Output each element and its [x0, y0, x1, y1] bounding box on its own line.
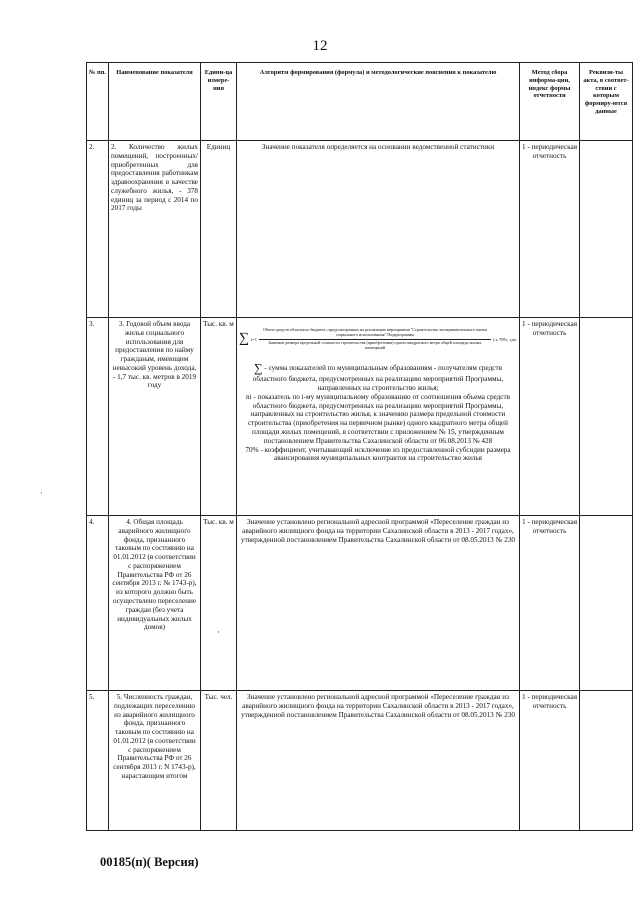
formula-explanation — [239, 361, 517, 463]
indicator-method: 1 - периодическая отчетность — [520, 141, 580, 318]
explanation-coefficient: 70% - коэффициент, учитывающий исключение из предоставленной субсидии размера авансирования муниципальных контрактов на строительство жилья — [245, 445, 511, 463]
header-name: Наименование показателя — [109, 63, 201, 141]
header-num: № пп. — [87, 63, 109, 141]
formula-sigma: ∑ — [239, 331, 249, 347]
table-row — [87, 318, 633, 516]
table-row — [87, 691, 633, 831]
explanation-ni: ni - показатель по i-му муниципальному образованию от соотношения объема средств областного бюджета, предусмотренных на реализацию мероприятий Программы, направленных на строительство жилья, к значению размера предельной стоимости строительства (приобретения на первичном рынке) одного квадратного метра общей площади жилых помещений, в соответствии с приложением № 15, утвержденным постановлением Правительства Сахалинской области от 06.08.2013 № 428 — [245, 392, 511, 445]
indicator-algorithm — [237, 318, 520, 516]
explanation-sum: - сумма показателей по муниципальным образованиям - получателям средств областного бюджета, предусмотренных на реализацию мероприятий Программы, направленных на строительство жилья; — [252, 363, 504, 393]
header-algorithm: Алгоритм формирования (формула) и методологические пояснения к показателю — [237, 63, 520, 141]
table-header-row — [87, 63, 633, 141]
header-method: Метод сбора информа-ции, индекс формы отчетности — [520, 63, 580, 141]
indicator-name: 3. Годовой объем ввода жилья социального использования для предоставления по найму гражданам, имеющим невысокий уровень дохода, - 1,7 тыс. кв. метров в 2019 году — [109, 318, 201, 516]
document-footer: 00185(п)( Версия) — [100, 855, 199, 869]
indicator-method: 1 - периодическая отчетность — [520, 318, 580, 516]
formula-numerator: Объем средств областного бюджета, предусмотренных на реализацию мероприятия "Строительство экспериментального жилья социального использования" Подпрограммы — [259, 328, 491, 340]
row-number: 4. — [87, 516, 109, 691]
indicator-algorithm: Значение показателя определяется на основании ведомственной статистики — [237, 141, 520, 318]
row-number: 2. — [87, 141, 109, 318]
indicator-name: 5. Численность граждан, подлежащих переселению из аварийного жилищного фонда, признанного таковым по состоянию на 01.01.2012 (в соответствии с распоряжением Правительства РФ от 26 сентября 2013 г. N 1743-р), нарастающим итогом — [109, 691, 201, 831]
stray-mark: · — [40, 488, 43, 498]
formula-subscript: i=1 — [250, 336, 258, 342]
stray-mark: · — [217, 626, 220, 637]
indicator-requisites — [580, 318, 633, 516]
indicator-method: 1 - периодическая отчетность — [520, 516, 580, 691]
indicator-unit — [201, 516, 237, 691]
indicator-requisites — [580, 516, 633, 691]
formula-denominator: Значение размера предельной стоимости строительства (приобретения) одного квадратного метра общей площади жилых помещений — [268, 339, 482, 350]
indicator-name: 2. Количество жилых помещений, построенных/приобретенных для предоставления работникам здравоохранения в качестве служебного жилья, - 378 единиц за период с 2014 по 2017 годы — [109, 141, 201, 318]
indicator-unit: Тыс. чел. — [201, 691, 237, 831]
page-number: 12 — [312, 38, 328, 54]
formula — [239, 328, 517, 351]
table-row — [87, 516, 633, 691]
indicator-requisites — [580, 691, 633, 831]
formula-fraction — [259, 328, 491, 351]
header-requisites: Реквизи-ты акта, в соответ-ствии с которым формиру-ются данные — [580, 63, 633, 141]
indicator-method: 1 - периодическая отчетность — [520, 691, 580, 831]
unit-text: Тыс. кв. м — [203, 518, 234, 526]
indicator-table — [86, 62, 633, 831]
indicator-name: 4. Общая площадь аварийного жилищного фонда, признанного таковым по состоянию на 01.01.2012 (в соответствии с распоряжением Правительства РФ от 26 сентября 2013 г. № 1743-р), из которого должно быть осуществлено переселение граждан (без учета индивидуальных жилых домов) — [109, 516, 201, 691]
indicator-unit: Единиц — [201, 141, 237, 318]
sigma-symbol: ∑ — [254, 360, 263, 375]
indicator-unit: Тыс. кв. м — [201, 318, 237, 516]
table-row — [87, 141, 633, 318]
header-unit: Едини-ца измере-ния — [201, 63, 237, 141]
indicator-algorithm: Значение установлено региональной адресной программой «Переселение граждан из аварийного жилищного фонда на территории Сахалинской области в 2013 - 2017 годах», утвержденной постановлением Правительства Сахалинской области от 08.05.2013 № 230 — [237, 691, 520, 831]
formula-tail: ) x 70%, где: — [492, 336, 517, 342]
row-number: 3. — [87, 318, 109, 516]
indicator-algorithm: Значение установлено региональной адресной программой «Переселение граждан из аварийного жилищного фонда на территории Сахалинской области в 2013 - 2017 годах», утвержденной постановлением Правительства Сахалинской области от 08.05.2013 № 230 — [237, 516, 520, 691]
indicator-requisites — [580, 141, 633, 318]
row-number: 5. — [87, 691, 109, 831]
